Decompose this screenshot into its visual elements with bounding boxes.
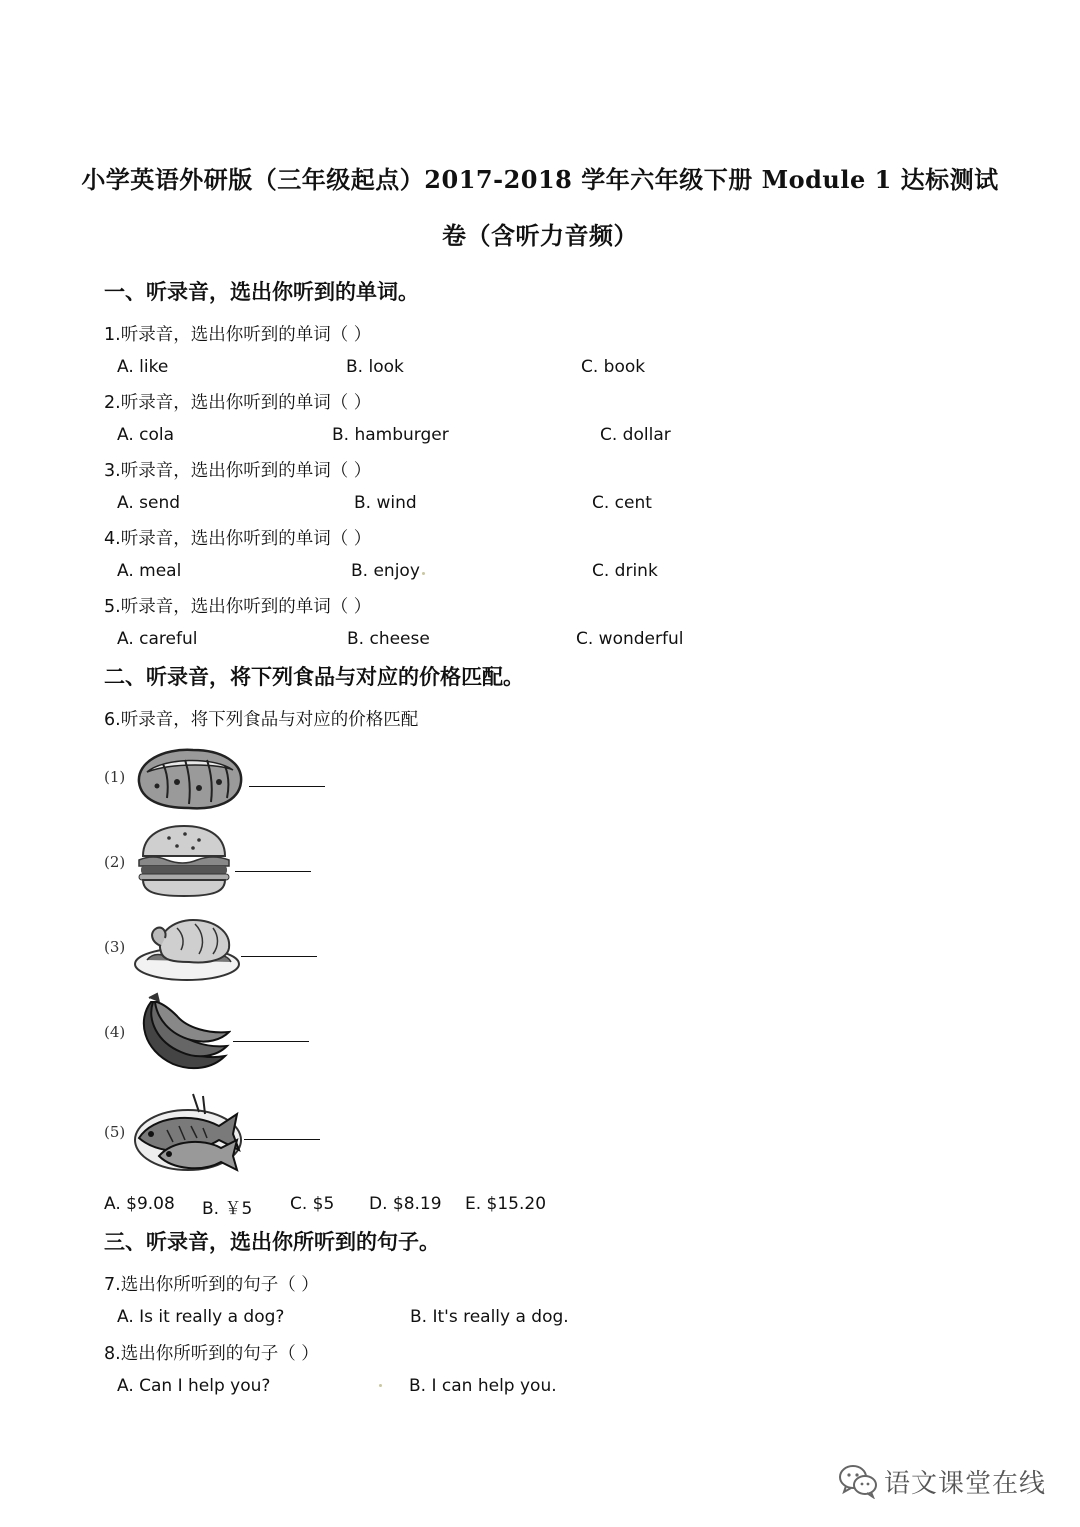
question-3-stem: 3.听录音，选出你听到的单词（ ）: [104, 461, 372, 481]
stray-dot: [379, 1384, 382, 1387]
food-item-number: (2): [104, 853, 126, 871]
fish-icon: [133, 1090, 243, 1176]
question-1-option-b[interactable]: B. look: [346, 357, 404, 377]
answer-blank-3[interactable]: [241, 956, 317, 957]
price-option-e: E. $15.20: [465, 1194, 547, 1214]
question-4-option-c[interactable]: C. drink: [592, 561, 658, 581]
price-option-b: B. ￥5: [202, 1199, 253, 1219]
section-heading-3: 三、听录音，选出你所听到的句子。: [104, 1229, 440, 1254]
bread-icon: [133, 742, 247, 814]
price-option-d: D. $8.19: [369, 1194, 442, 1214]
page-title-line1: 小学英语外研版（三年级起点）2017-2018 学年六年级下册 Module 1 达标测试: [81, 165, 999, 194]
food-item-number: (1): [104, 768, 126, 786]
question-7-stem: 7.选出你所听到的句子（ ）: [104, 1275, 319, 1295]
question-7-option-b[interactable]: B. It's really a dog.: [410, 1307, 569, 1327]
answer-blank-1[interactable]: [249, 786, 325, 787]
question-2-option-b[interactable]: B. hamburger: [332, 425, 449, 445]
question-1-stem: 1.听录音，选出你听到的单词（ ）: [104, 325, 372, 345]
question-6-stem: 6.听录音，将下列食品与对应的价格匹配: [104, 710, 419, 730]
question-5-option-a[interactable]: A. careful: [117, 629, 198, 649]
food-item-number: (5): [104, 1123, 126, 1141]
question-4-option-b[interactable]: B. enjoy: [351, 561, 420, 581]
question-5-option-b[interactable]: B. cheese: [347, 629, 430, 649]
question-5-option-c[interactable]: C. wonderful: [576, 629, 684, 649]
section-heading-2: 二、听录音，将下列食品与对应的价格匹配。: [104, 664, 524, 689]
question-2-option-c[interactable]: C. dollar: [600, 425, 671, 445]
question-8-option-a[interactable]: A. Can I help you?: [117, 1376, 271, 1396]
question-2-stem: 2.听录音，选出你听到的单词（ ）: [104, 393, 372, 413]
question-5-stem: 5.听录音，选出你听到的单词（ ）: [104, 597, 372, 617]
price-option-a: A. $9.08: [104, 1194, 175, 1214]
watermark: [838, 1456, 1046, 1506]
watermark-text: 语文课堂在线: [884, 1468, 1047, 1499]
wechat-icon: [838, 1463, 878, 1499]
question-3-option-c[interactable]: C. cent: [592, 493, 652, 513]
answer-blank-5[interactable]: [244, 1139, 320, 1140]
hamburger-icon: [133, 822, 235, 900]
question-4-stem: 4.听录音，选出你听到的单词（ ）: [104, 529, 372, 549]
answer-blank-4[interactable]: [233, 1041, 309, 1042]
food-item-number: (3): [104, 938, 126, 956]
stray-dot: [422, 572, 425, 575]
chicken-icon: [133, 908, 241, 982]
question-8-option-b[interactable]: B. I can help you.: [409, 1376, 557, 1396]
bananas-icon: [133, 990, 231, 1074]
page-title-line2: 卷（含听力音频）: [442, 221, 638, 250]
answer-blank-2[interactable]: [235, 871, 311, 872]
question-4-option-a[interactable]: A. meal: [117, 561, 182, 581]
question-2-option-a[interactable]: A. cola: [117, 425, 175, 445]
question-8-stem: 8.选出你所听到的句子（ ）: [104, 1344, 319, 1364]
question-3-option-b[interactable]: B. wind: [354, 493, 417, 513]
price-option-c: C. $5: [290, 1194, 335, 1214]
food-item-number: (4): [104, 1023, 126, 1041]
question-3-option-a[interactable]: A. send: [117, 493, 181, 513]
section-heading-1: 一、听录音，选出你听到的单词。: [104, 279, 419, 304]
question-7-option-a[interactable]: A. Is it really a dog?: [117, 1307, 285, 1327]
question-1-option-c[interactable]: C. book: [581, 357, 646, 377]
question-1-option-a[interactable]: A. like: [117, 357, 169, 377]
